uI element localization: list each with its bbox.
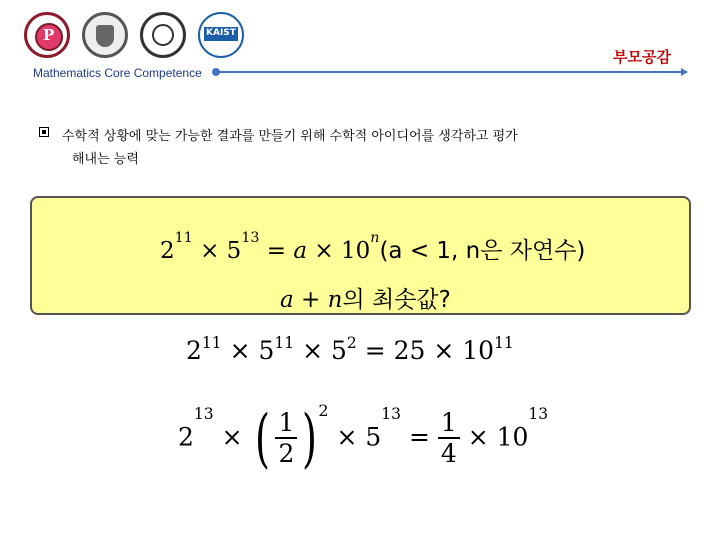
kaist-logo [198,12,244,58]
problem-equation: $2^{11} \times 5^{13} = a \times 10^n(a < 1$, n은 자연수) [160,230,586,264]
university-logo-3 [140,12,186,58]
bullet-icon [39,127,49,137]
header-divider [214,71,682,73]
problem-question: a + n의 최솟값? [280,287,451,313]
description-line-1: 수학적 상황에 맞는 가능한 결과를 만들기 위해 수학적 아이디어를 생각하고 평가 [62,129,518,144]
problem-condition: (a < 1, n은 자연수) [379,238,586,264]
fraction-one-quarter: $\frac{1}{4}$ [438,409,460,469]
university-logo-1 [24,12,70,58]
university-logo-2 [82,12,128,58]
problem-question-text: 의 최솟값? [342,287,451,313]
solution-step-1: $2^{11} \times 5^{11} \times 5^2 = 25 \times 10^{11}$ [186,334,514,365]
description-line-2: 해내는 능력 [72,152,139,167]
header-arrow-icon [681,68,688,76]
fraction-one-half: $\frac{1}{2}$ [275,409,297,469]
solution-step-2: $2^{13}$ × ( $\frac{1}{2}$ )$2 \times 5^{13}$ = $\frac{1}{4}$ × $10^{13}$ [178,401,549,476]
header-subtitle: Mathematics Core Competence [33,66,202,80]
page-title: 부모공감 [613,48,671,66]
